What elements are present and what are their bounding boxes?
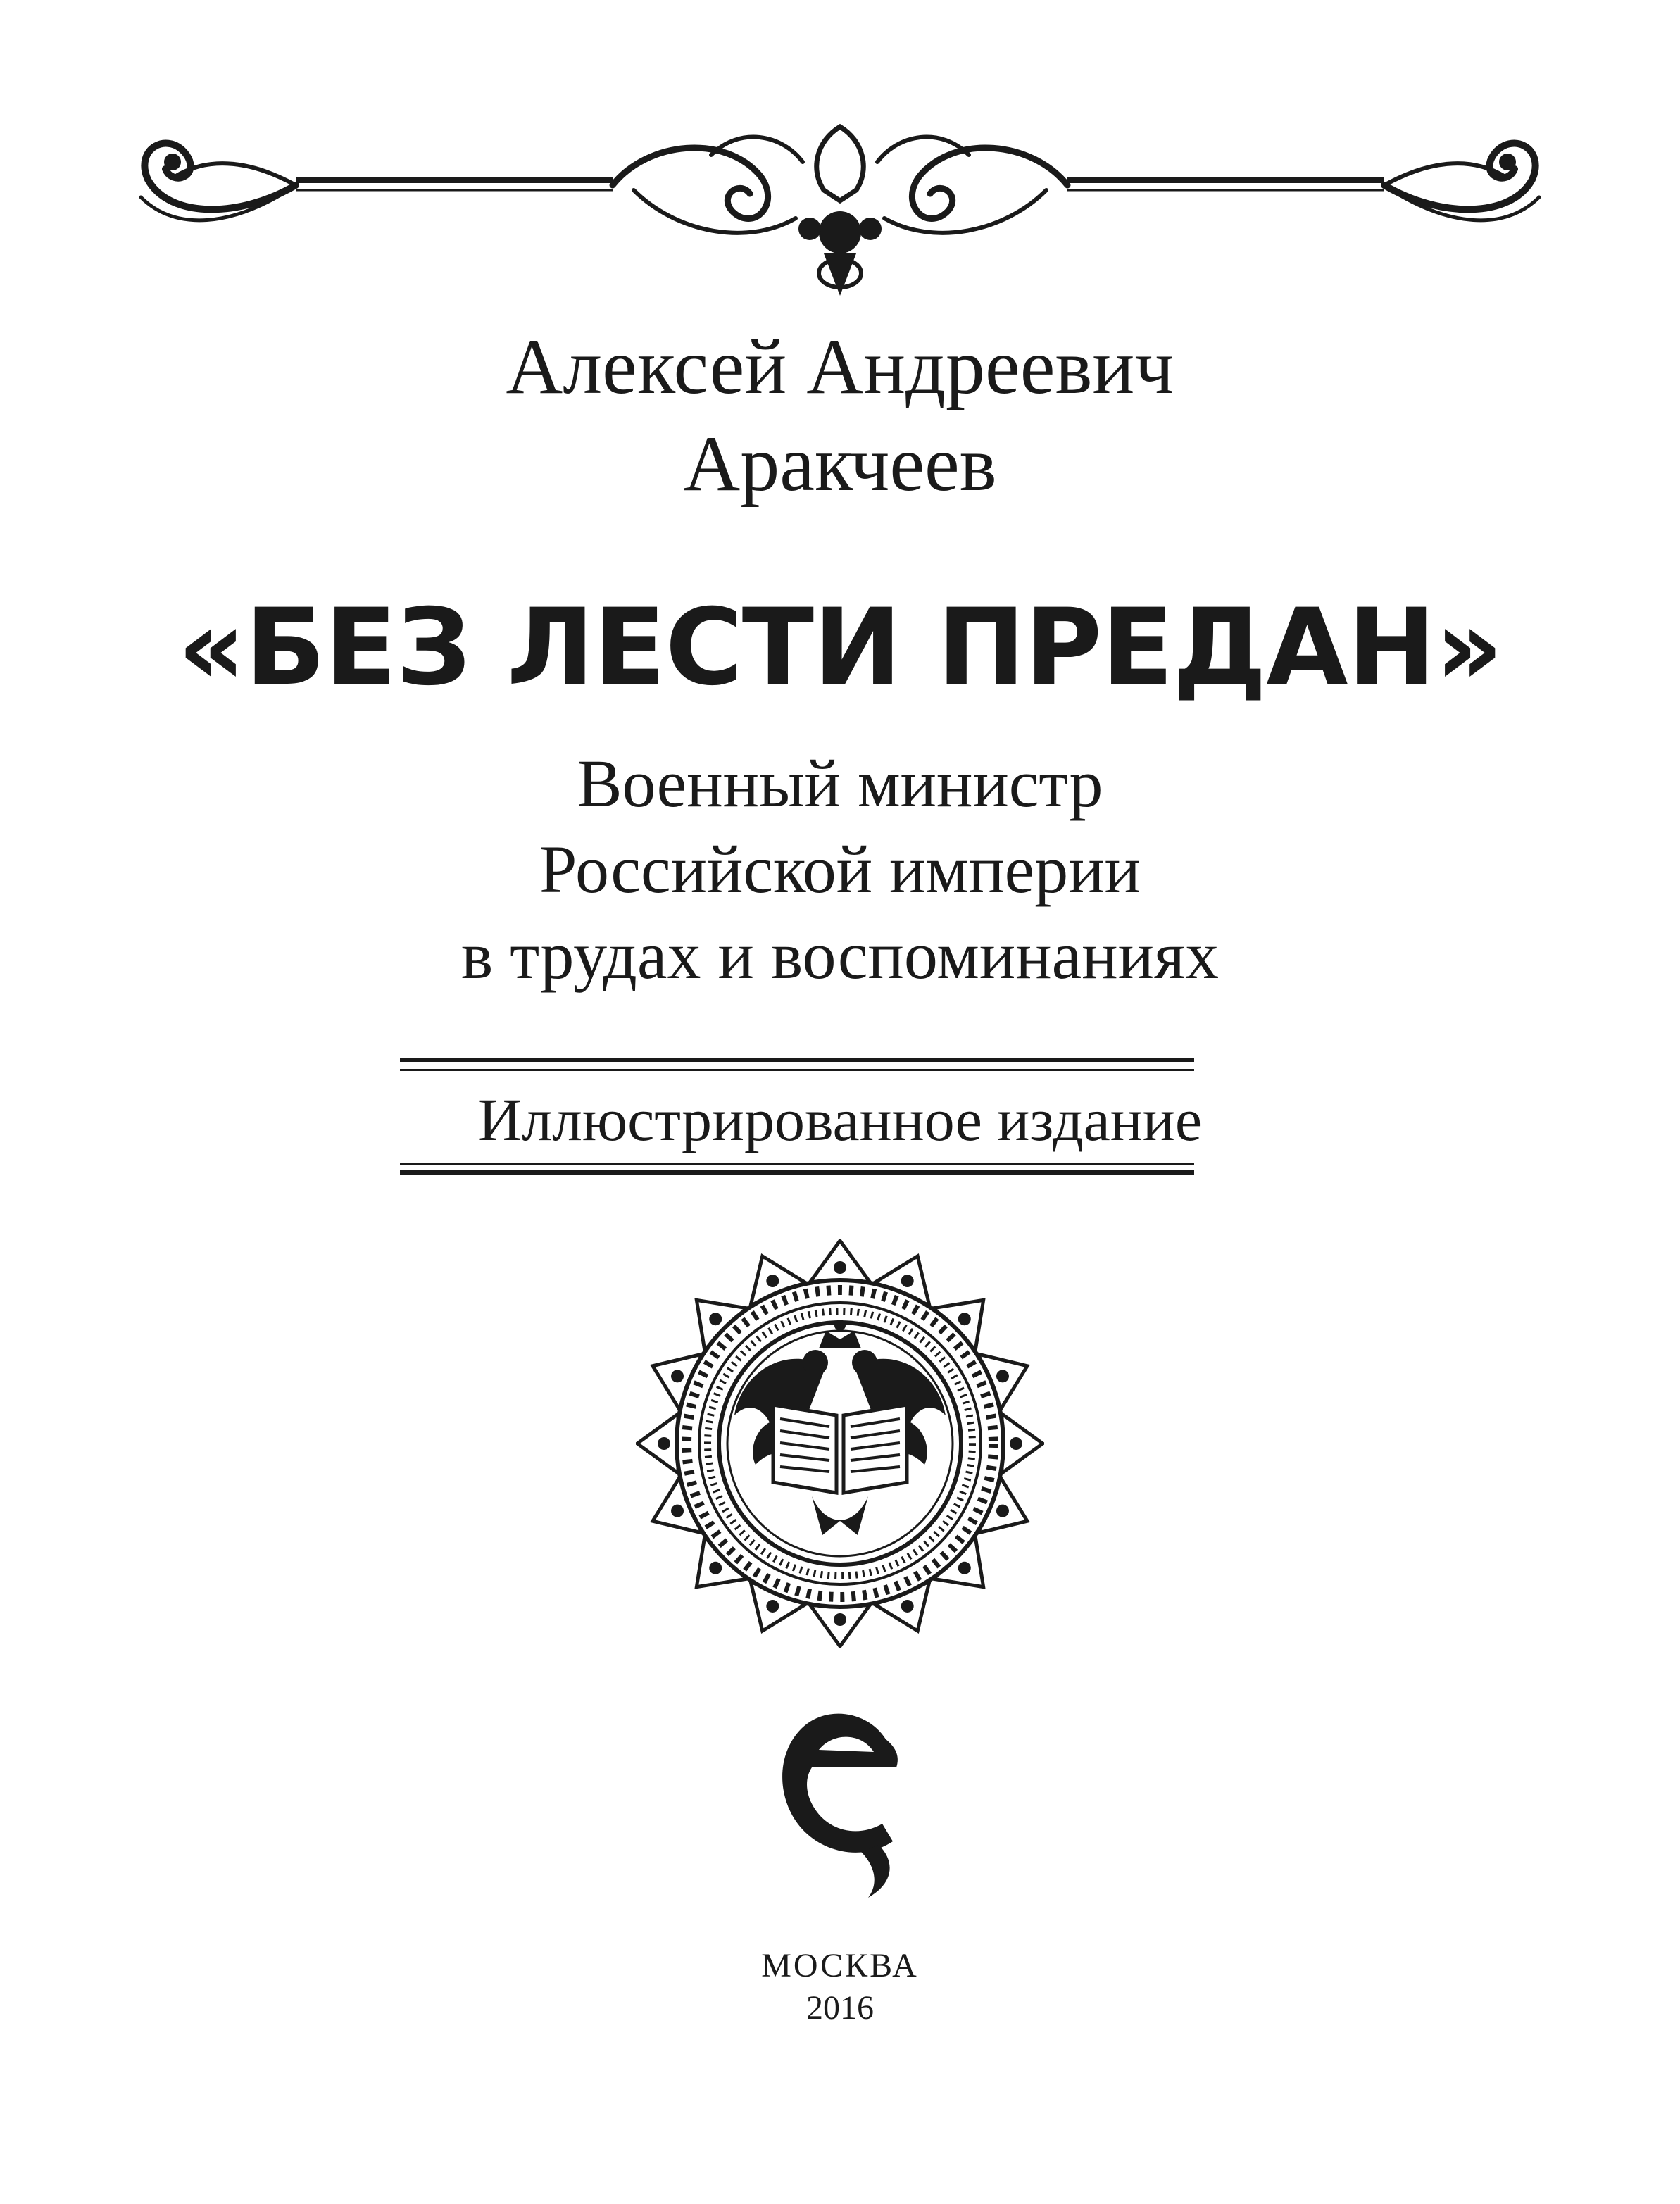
double-headed-eagle-seal-icon — [636, 1239, 1044, 1648]
edition-rule-bottom-thick — [400, 1170, 1194, 1175]
subtitle-line1: Военный министр — [577, 746, 1103, 821]
imprint-year: 2016 — [806, 1989, 874, 2027]
edition-label: Иллюстрированное издание — [477, 1086, 1202, 1153]
publisher-logo-icon — [756, 1690, 924, 1901]
edition-rule-bottom-thin — [400, 1163, 1194, 1165]
edition-rule-top-thick — [400, 1058, 1194, 1062]
imprint-city: МОСКВА — [761, 1947, 919, 1984]
subtitle-line3: в трудах и воспоминаниях — [460, 918, 1220, 993]
author-name-line2: Аракчеев — [683, 420, 997, 508]
book-title: «БЕЗ ЛЕСТИ ПРЕДАН» — [177, 587, 1503, 709]
subtitle-line2: Российской империи — [539, 832, 1141, 907]
edition-rule-top-thin — [400, 1069, 1194, 1071]
author-name-line1: Алексей Андреевич — [506, 323, 1174, 411]
